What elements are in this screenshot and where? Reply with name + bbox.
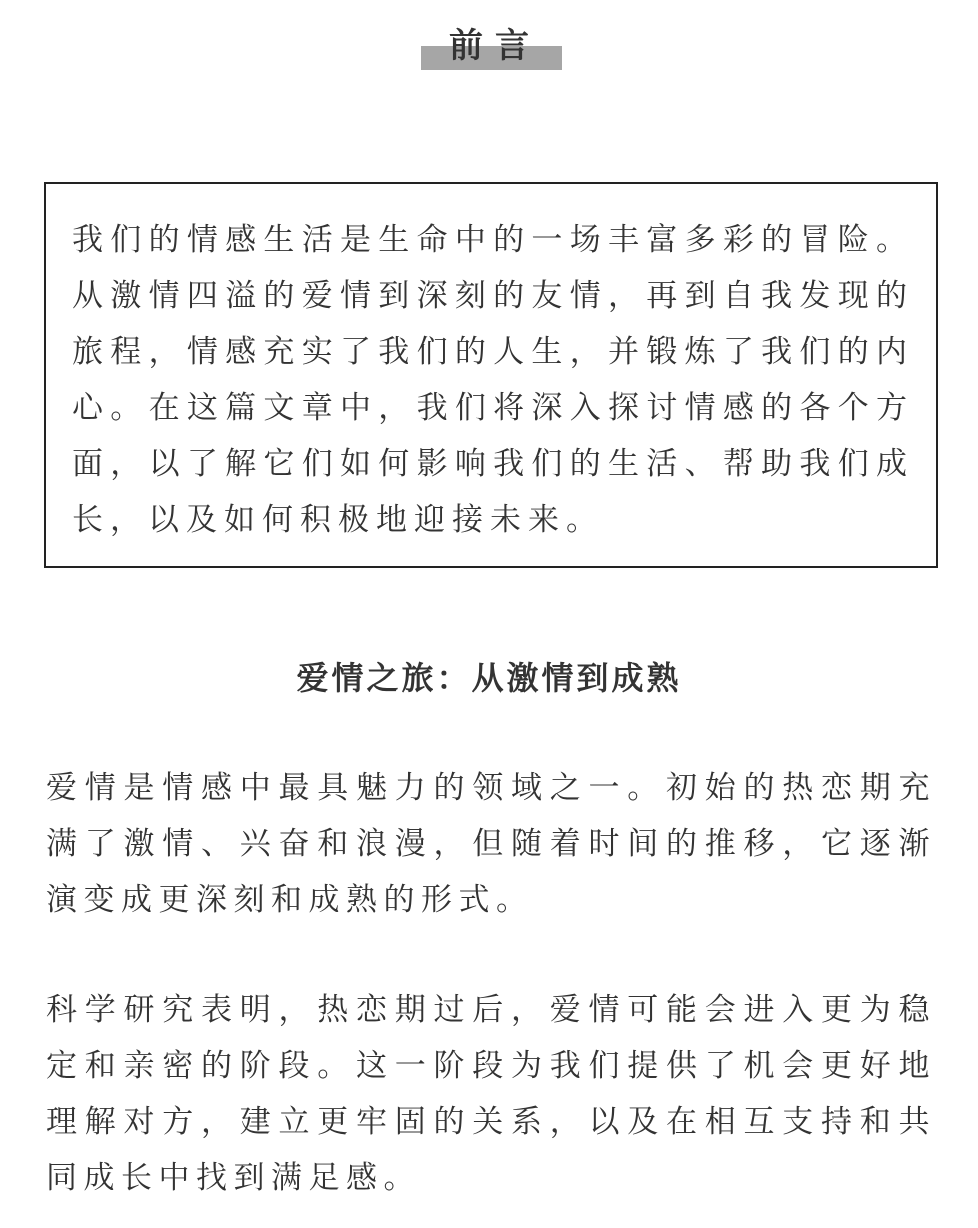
section-heading: 爱情之旅：从激情到成熟 <box>296 659 682 697</box>
section-header <box>0 20 978 76</box>
body-paragraph: 爱情是情感中最具魅力的领域之一。初始的热恋期充满了激情、兴奋和浪漫，但随着时间的推移，它逐渐演变成更深刻和成熟的形式。 <box>46 770 936 918</box>
intro-paragraph: 我们的情感生活是生命中的一场丰富多彩的冒险。从激情四溢的爱情到深刻的友情，再到自我发现的旅程，情感充实了我们的人生，并锻炼了我们的内心。在这篇文章中，我们将深入探讨情感的各个方面，以了解它们如何影响我们的生活、帮助我们成长，以及如何积极地迎接未来。 <box>72 222 914 538</box>
intro-box <box>44 182 938 568</box>
body-paragraph: 科学研究表明，热恋期过后，爱情可能会进入更为稳定和亲密的阶段。这一阶段为我们提供了机会更好地理解对方，建立更牢固的关系，以及在相互支持和共同成长中找到满足感。 <box>46 992 936 1196</box>
page-title: 前言 <box>449 26 541 66</box>
